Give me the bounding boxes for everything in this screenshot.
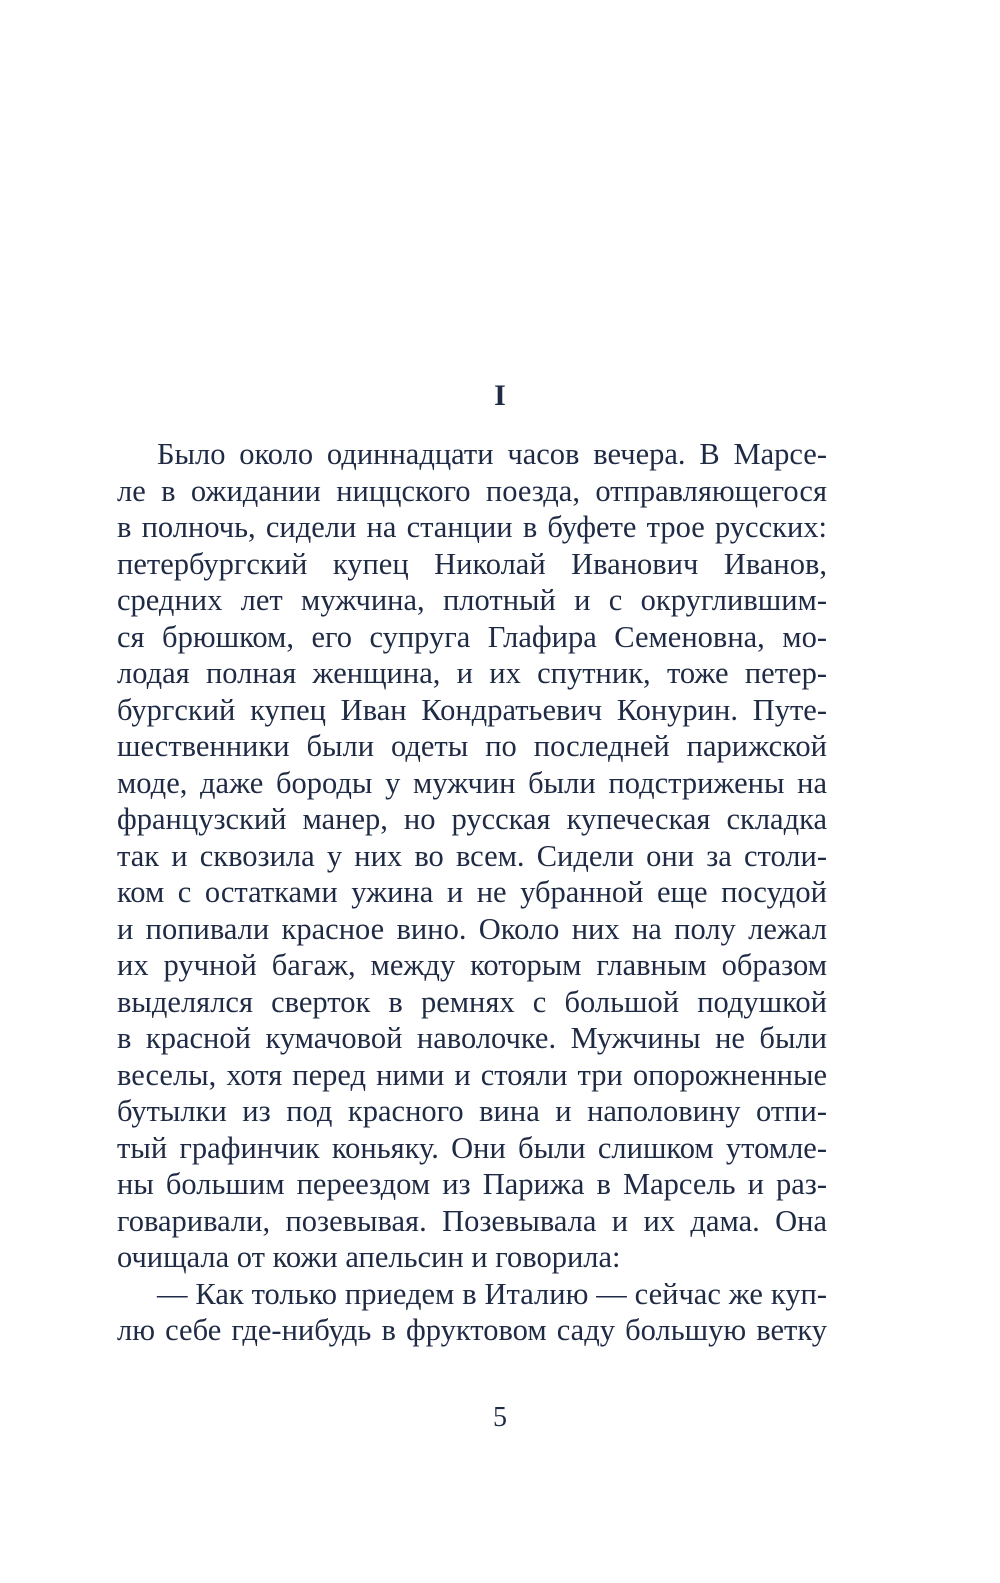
body-text — [117, 436, 827, 1349]
text-line: очищала от кожи апельсин и говорила: — [117, 1240, 621, 1274]
text-line: ся брюшком, его супруга Глафира Семеновна, мо- — [117, 619, 827, 654]
text-line: — Как только приедем в Италию — сейчас же куп- — [157, 1276, 827, 1311]
text-line: средних лет мужчина, плотный и с округлившим- — [117, 583, 827, 617]
chapter-heading: I — [494, 379, 506, 412]
text-line: моде, даже бороды у мужчин были подстрижены на — [117, 765, 827, 800]
text-line: в красной кумачовой наволочке. Мужчины не были — [117, 1021, 827, 1055]
text-line: так и сквозила у них во всем. Сидели они за столи- — [117, 838, 827, 873]
text-line: веселы, хотя перед ними и стояли три опорожненные — [117, 1057, 827, 1092]
text-line: говаривали, позевывая. Позевывала и их дама. Она — [117, 1203, 827, 1238]
text-line: в полночь, сидели на станции в буфете трое русских: — [117, 510, 827, 544]
text-line: Было около одиннадцати часов вечера. В Марсе- — [157, 437, 827, 471]
text-line: ком с остатками ужина и не убранной еще посудой — [117, 875, 827, 909]
text-line: лю себе где-нибудь в фруктовом саду большую ветку — [117, 1313, 827, 1347]
text-line: бутылки из под красного вина и наполовину отпи- — [117, 1094, 827, 1128]
text-line: тый графинчик коньяку. Они были слишком утомле- — [117, 1130, 827, 1165]
text-line: их ручной багаж, между которым главным образом — [117, 948, 827, 982]
text-line: и попивали красное вино. Около них на полу лежал — [117, 911, 827, 946]
text-line: шественники были одеты по последней парижской — [117, 729, 827, 763]
text-line: ле в ожидании ниццского поезда, отправляющегося — [117, 473, 827, 508]
text-line: французский манер, но русская купеческая складка — [117, 802, 827, 836]
text-line: выделялся сверток в ремнях с большой подушкой — [117, 984, 827, 1019]
page-number: 5 — [493, 1402, 507, 1433]
text-line: ны большим переездом из Парижа в Марсель и раз- — [117, 1167, 827, 1201]
text-line: бургский купец Иван Кондратьевич Конурин. Путе- — [117, 692, 827, 727]
text-line: лодая полная женщина, и их спутник, тоже петер- — [117, 656, 827, 690]
text-line: петербургский купец Николай Иванович Иванов, — [117, 546, 827, 581]
